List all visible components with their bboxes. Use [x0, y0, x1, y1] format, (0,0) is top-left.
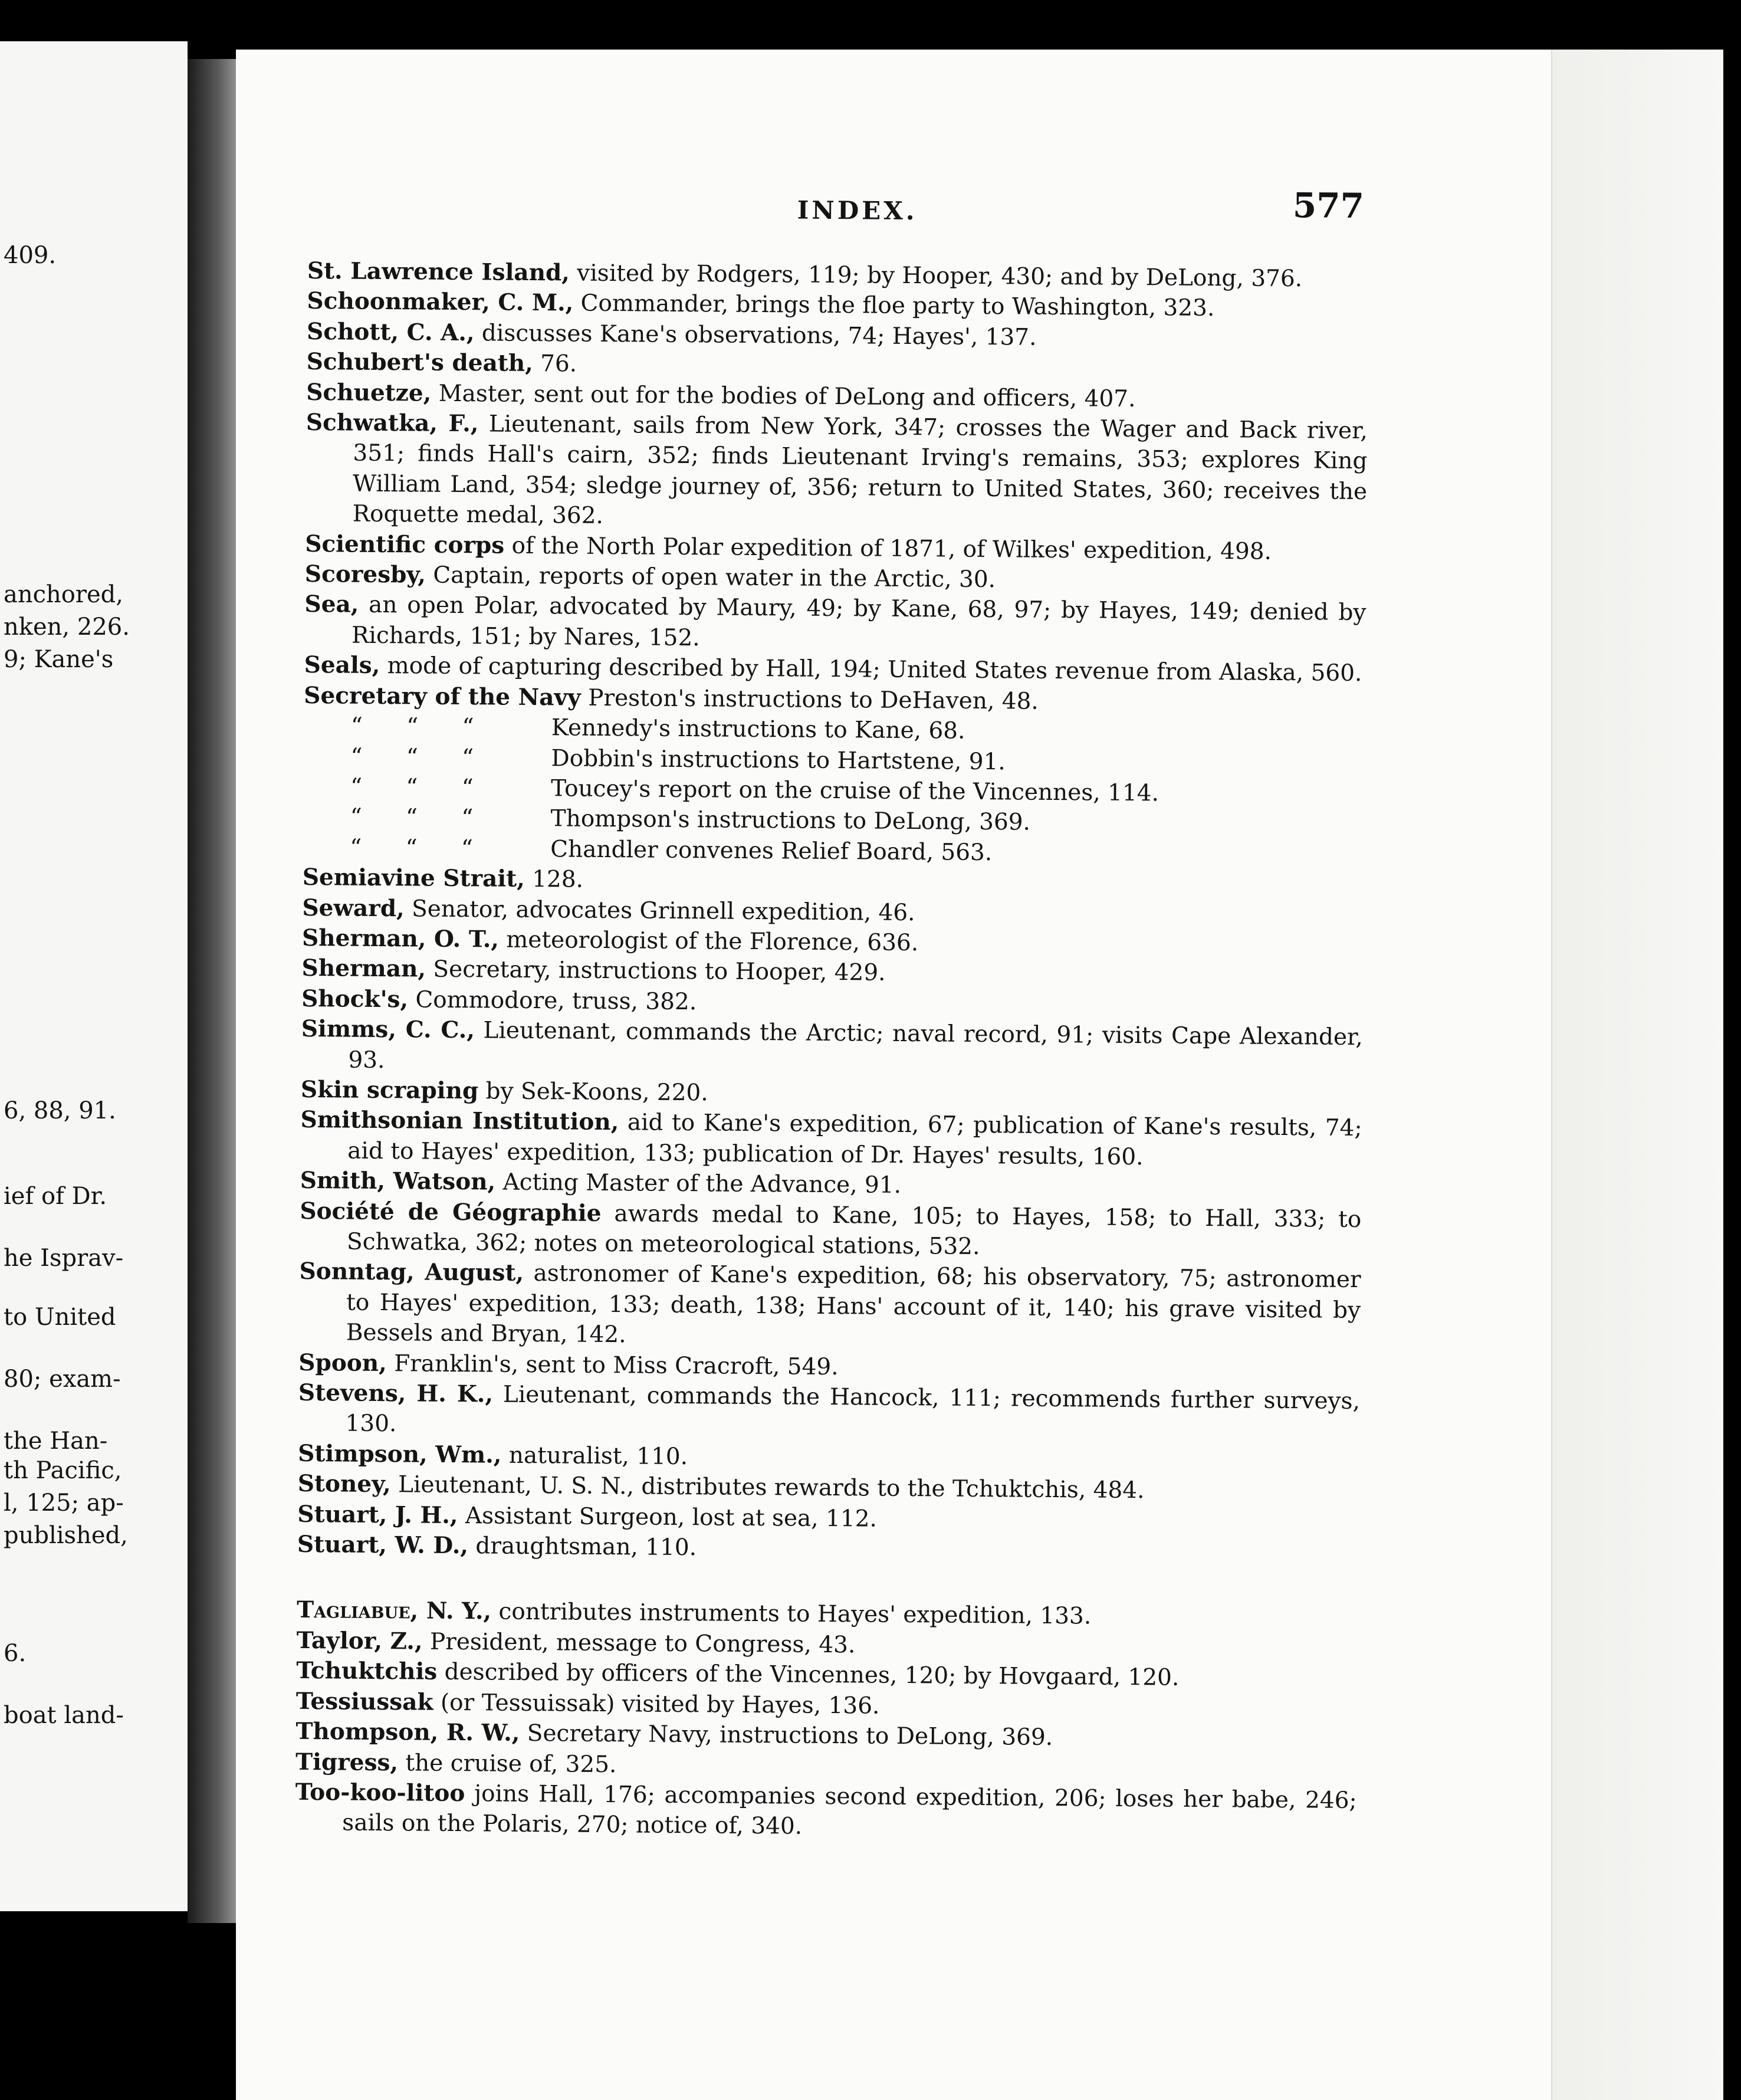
entry-body: described by officers of the Vincennes, 120; by Hovgaard, 120. — [437, 1659, 1180, 1691]
left-page-text-fragment: 9; Kane's — [4, 646, 114, 673]
entry-heading: Spoon, — [298, 1348, 387, 1377]
entry-heading: Stoney, — [297, 1470, 391, 1498]
entry-body: contributes instruments to Hayes' expedition, 133. — [491, 1598, 1092, 1630]
entry-body: draughtsman, 110. — [468, 1533, 697, 1561]
entry-body: discusses Kane's observations, 74; Hayes', 137. — [474, 320, 1037, 351]
left-page-text-fragment: the Han- — [4, 1428, 108, 1455]
left-page-text-fragment: 80; exam- — [4, 1366, 121, 1393]
left-page-text-fragment: boat land- — [4, 1702, 124, 1729]
entry-heading: Smith, Watson, — [300, 1167, 496, 1196]
left-page-text-fragment: nken, 226. — [4, 613, 130, 641]
entry-heading: Simms, C. C., — [301, 1015, 475, 1044]
left-page-text-fragment: 6. — [4, 1640, 27, 1667]
ditto-marks: “ “ “ — [350, 743, 474, 771]
entry-body: Franklin's, sent to Miss Cracroft, 549. — [386, 1350, 839, 1380]
entry-body: Lieutenant, U. S. N., distributes rewards to the Tchuktchis, 484. — [390, 1471, 1145, 1504]
entry-heading: Scoresby, — [304, 560, 426, 589]
entry-body: 76. — [533, 350, 577, 378]
index-entry — [300, 1105, 1362, 1174]
entry-heading: Tessiussak — [295, 1687, 433, 1716]
index-entry — [295, 1777, 1357, 1846]
entry-body: Acting Master of the Advance, 91. — [495, 1169, 902, 1199]
index-entries-s — [304, 256, 1593, 721]
book-gutter — [188, 59, 239, 1923]
entry-body: President, message to Congress, 43. — [422, 1628, 856, 1659]
left-page-text-fragment: he Isprav- — [4, 1245, 124, 1272]
entry-body: Captain, reports of open water in the Arctic, 30. — [425, 562, 996, 593]
entry-body: the cruise of, 325. — [398, 1749, 617, 1778]
ditto-marks: “ “ “ — [350, 803, 474, 832]
entry-body: by Sek-Koons, 220. — [478, 1078, 708, 1107]
entry-body: Commander, brings the floe party to Washington, 323. — [573, 290, 1215, 322]
index-entry — [300, 1196, 1362, 1265]
entry-heading: Schubert's death, — [306, 348, 533, 378]
running-head: INDEX. — [797, 195, 918, 226]
entry-body: awards medal to Kane, 105; to Hayes, 158; to Hall, 333; to Schwatka, 362; notes on meteorological stations, 532. — [346, 1200, 1362, 1261]
entry-body: an open Polar, advocated by Maury, 49; by Kane, 68, 97; by Hayes, 149; denied by Richards, 151; by Nares, 152. — [351, 592, 1366, 652]
ditto-marks: “ “ “ — [350, 773, 474, 802]
entry-heading: Stuart, W. D., — [297, 1530, 469, 1560]
page-header — [307, 185, 1594, 266]
entry-body: Lieutenant, commands the Arctic; naval record, 91; visits Cape Alexander, 93. — [348, 1017, 1363, 1074]
left-page-text-fragment: to United — [4, 1304, 116, 1331]
entry-heading: Schwatka, F., — [306, 409, 479, 438]
entry-body: Secretary Navy, instructions to DeLong, 369. — [520, 1720, 1053, 1751]
entry-heading: Secretary of the Navy — [304, 681, 581, 711]
entry-body: joins Hall, 176; accompanies second expedition, 206; loses her babe, 246; sails on the Polaris, 270; notice of, 340. — [342, 1780, 1357, 1840]
left-page-text-fragment: 409. — [4, 242, 57, 269]
entry-heading: Stuart, J. H., — [297, 1500, 458, 1529]
left-page-text-fragment: published, — [4, 1522, 128, 1549]
entry-heading: Schoonmaker, C. M., — [307, 287, 574, 317]
entry-heading: Taylor, Z., — [296, 1626, 423, 1655]
entry-body: Dobbin's instructions to Hartstene, 91. — [551, 744, 1006, 775]
entry-body: astronomer of Kane's expedition, 68; his observatory, 75; astronomer to Hayes' expedition, 133; death, 138; Hans' account of it, 140; his grave visited by Bessels and Bryan, 142. — [346, 1260, 1361, 1348]
entry-heading: Skin scraping — [300, 1075, 479, 1105]
left-page-text-fragment: 6, 88, 91. — [4, 1097, 116, 1124]
entry-heading: Too-koo-litoo — [295, 1778, 465, 1807]
page-number: 577 — [1292, 185, 1365, 227]
entry-body: Preston's instructions to DeHaven, 48. — [580, 684, 1039, 715]
left-page-text-fragment: ief of Dr. — [4, 1183, 107, 1210]
index-text-block — [295, 185, 1594, 1848]
entry-heading: Sherman, O. T., — [301, 924, 500, 953]
secretary-ditto-entries — [303, 711, 1589, 872]
entry-heading: Seals, — [304, 651, 380, 680]
index-entry — [304, 589, 1366, 658]
entry-heading: Smithsonian Institution, — [300, 1106, 619, 1136]
entry-heading: Sonntag, August, — [299, 1258, 524, 1287]
entry-heading: Tagliabue, N. Y., — [296, 1596, 492, 1625]
entry-body: 128. — [524, 866, 584, 893]
entry-heading: Scientific corps — [305, 530, 505, 559]
left-page-text-fragment: l, 125; ap- — [4, 1489, 124, 1517]
entry-body: aid to Kane's expedition, 67; publication of Kane's results, 74; aid to Hayes' expedition, 133; publication of Dr. Hayes' results, 160. — [347, 1109, 1362, 1170]
entry-body: Thompson's instructions to DeLong, 369. — [550, 805, 1031, 836]
index-page — [236, 50, 1722, 2100]
entry-body: naturalist, 110. — [501, 1442, 688, 1470]
entry-heading: Sherman, — [301, 954, 426, 983]
entry-body: Kennedy's instructions to Kane, 68. — [551, 714, 965, 744]
entry-heading: Stimpson, Wm., — [298, 1439, 502, 1469]
index-entry — [299, 1256, 1361, 1356]
entry-heading: Seward, — [302, 894, 405, 922]
entry-body: Assistant Surgeon, lost at sea, 112. — [458, 1502, 878, 1533]
entry-heading: Schuetze, — [306, 378, 432, 407]
entry-heading: Sea, — [304, 590, 359, 619]
entry-body: Master, sent out for the bodies of DeLong and officers, 407. — [431, 380, 1136, 412]
entry-heading: Thompson, R. W., — [295, 1718, 520, 1747]
ditto-marks: “ “ “ — [350, 834, 474, 862]
left-page-text-fragment: th Pacific, — [4, 1457, 122, 1484]
entry-body: meteorologist of the Florence, 636. — [498, 926, 919, 957]
entry-body: Commodore, truss, 382. — [408, 986, 697, 1015]
entry-heading: Stevens, H. K., — [298, 1379, 494, 1408]
entry-body: Senator, advocates Grinnell expedition, 46. — [404, 895, 915, 926]
index-entries-s-continued — [297, 862, 1588, 1570]
entry-heading: St. Lawrence Island, — [307, 257, 570, 287]
entry-heading: Shock's, — [301, 985, 409, 1013]
entry-body: Chandler convenes Relief Board, 563. — [550, 835, 993, 866]
entry-heading: Société de Géographie — [300, 1197, 602, 1227]
entry-body: (or Tessuissak) visited by Hayes, 136. — [433, 1689, 880, 1720]
index-entry — [298, 1378, 1360, 1447]
index-entries-t — [295, 1595, 1582, 1848]
entry-body: Secretary, instructions to Hooper, 429. — [425, 956, 886, 987]
entry-body: of the North Polar expedition of 1871, of Wilkes' expedition, 498. — [504, 532, 1272, 565]
entry-heading: Schott, C. A., — [306, 317, 475, 347]
entry-heading: Tigress, — [295, 1748, 399, 1776]
index-entry — [301, 1014, 1363, 1083]
left-facing-page — [0, 41, 188, 1911]
ditto-marks: “ “ “ — [350, 713, 474, 741]
entry-body: Lieutenant, sails from New York, 347; crosses the Wager and Back river, 351; finds Hall's cairn, 352; finds Lieutenant Irving's remains, 353; explores King William Land, 354; sledge journey of, 356; return to United States, 360; receives the Roquette medal, 362. — [352, 411, 1368, 530]
entry-heading: Semiavine Strait, — [302, 864, 525, 893]
entry-heading: Tchuktchis — [296, 1657, 438, 1686]
entry-body: mode of capturing described by Hall, 194; United States revenue from Alaska, 560. — [380, 652, 1362, 687]
entry-body: visited by Rodgers, 119; by Hooper, 430; and by DeLong, 376. — [569, 260, 1303, 293]
entry-body: Toucey's report on the cruise of the Vincennes, 114. — [550, 775, 1159, 807]
entry-body: Lieutenant, commands the Hancock, 111; recommends further surveys, 130. — [345, 1381, 1361, 1438]
index-entry — [306, 408, 1368, 537]
left-page-text-fragment: anchored, — [4, 581, 123, 608]
